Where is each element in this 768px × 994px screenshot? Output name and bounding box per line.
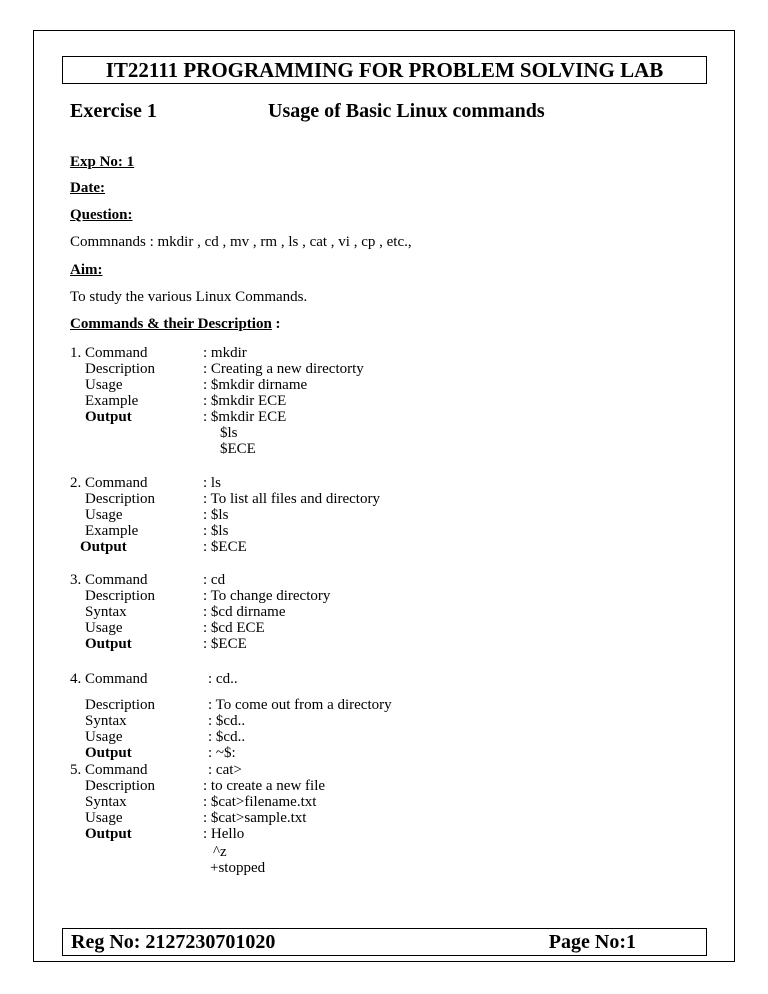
- cmd5-output-label: Output: [85, 826, 132, 842]
- cmd3-usage-label: Usage: [85, 620, 123, 636]
- exp-no: Exp No: 1: [70, 154, 135, 170]
- cmd3-desc-label: Description: [85, 588, 155, 604]
- cmd1-example-value: : $mkdir ECE: [203, 393, 287, 409]
- cmd1-usage-label: Usage: [85, 377, 123, 393]
- cmd3-desc-value: : To change directory: [203, 588, 331, 604]
- commands-heading-text: Commands & their Description: [70, 316, 272, 332]
- cmd2-usage-label: Usage: [85, 507, 123, 523]
- cmd5-desc-value: : to create a new file: [203, 778, 326, 794]
- cmd4-label: 4. Command: [70, 671, 148, 687]
- date-label: Date:: [70, 180, 105, 196]
- cmd1-desc-label: Description: [85, 361, 155, 377]
- footer: [62, 928, 707, 956]
- cmd5-output-value: : Hello: [203, 826, 245, 842]
- cmd3-output-label: Output: [85, 636, 132, 652]
- cmd2-desc-value: : To list all files and directory: [203, 491, 380, 507]
- cmd4-syntax-value: : $cd..: [208, 713, 246, 729]
- cmd1-label: 1. Command: [70, 345, 148, 361]
- cmd4-desc-value: : To come out from a directory: [208, 697, 392, 713]
- cmd2-label: 2. Command: [70, 475, 148, 491]
- cmd3-value: : cd: [203, 572, 226, 588]
- course-title: IT22111 PROGRAMMING FOR PROBLEM SOLVING LAB: [62, 56, 707, 84]
- cmd4-usage-label: Usage: [85, 729, 123, 745]
- cmd1-output-line3: $ECE: [220, 441, 256, 457]
- cmd4-usage-value: : $cd..: [208, 729, 246, 745]
- cmd5-usage-value: : $cat>sample.txt: [203, 810, 307, 826]
- cmd1-output-label: Output: [85, 409, 132, 425]
- cmd1-value: : mkdir: [203, 345, 247, 361]
- cmd4-value: : cd..: [208, 671, 238, 687]
- cmd1-example-label: Example: [85, 393, 139, 409]
- cmd2-output-value: : $ECE: [203, 539, 247, 555]
- cmd3-label: 3. Command: [70, 572, 148, 588]
- cmd2-output-label: Output: [80, 539, 127, 555]
- cmd1-output-value: : $mkdir ECE: [203, 409, 287, 425]
- cmd5-value: : cat>: [208, 762, 242, 778]
- commands-heading-colon: :: [271, 316, 281, 332]
- cmd2-example-label: Example: [85, 523, 139, 539]
- cmd2-desc-label: Description: [85, 491, 155, 507]
- cmd2-value: : ls: [203, 475, 221, 491]
- cmd5-output-line3: +stopped: [210, 860, 266, 876]
- reg-no: Reg No: 2127230701020: [71, 931, 276, 953]
- page-no: Page No:1: [548, 931, 636, 953]
- cmd5-desc-label: Description: [85, 778, 155, 794]
- commands-heading: [70, 316, 281, 333]
- cmd5-syntax-value: : $cat>filename.txt: [203, 794, 317, 810]
- question-label: Question:: [70, 207, 133, 223]
- cmd4-output-label: Output: [85, 745, 132, 761]
- cmd4-output-value: : ~$:: [208, 745, 236, 761]
- cmd1-output-line2: $ls: [220, 425, 238, 441]
- cmd4-desc-label: Description: [85, 697, 155, 713]
- cmd1-usage-value: : $mkdir dirname: [203, 377, 308, 393]
- exercise-title: Usage of Basic Linux commands: [268, 100, 545, 122]
- aim-label: Aim:: [70, 262, 103, 278]
- cmd2-example-value: : $ls: [203, 523, 229, 539]
- cmd2-usage-value: : $ls: [203, 507, 229, 523]
- cmd5-usage-label: Usage: [85, 810, 123, 826]
- exercise-label: Exercise 1: [70, 100, 157, 122]
- cmd5-syntax-label: Syntax: [85, 794, 127, 810]
- aim-text: To study the various Linux Commands.: [70, 289, 308, 305]
- cmd5-output-line2: ^z: [213, 844, 227, 860]
- cmd3-output-value: : $ECE: [203, 636, 247, 652]
- cmd3-syntax-label: Syntax: [85, 604, 127, 620]
- cmd3-usage-value: : $cd ECE: [203, 620, 265, 636]
- cmd4-syntax-label: Syntax: [85, 713, 127, 729]
- cmd5-label: 5. Command: [70, 762, 148, 778]
- cmd1-desc-value: : Creating a new directorty: [203, 361, 364, 377]
- question-text: Commnands : mkdir , cd , mv , rm , ls , cat , vi , cp , etc.,: [70, 234, 412, 250]
- cmd3-syntax-value: : $cd dirname: [203, 604, 286, 620]
